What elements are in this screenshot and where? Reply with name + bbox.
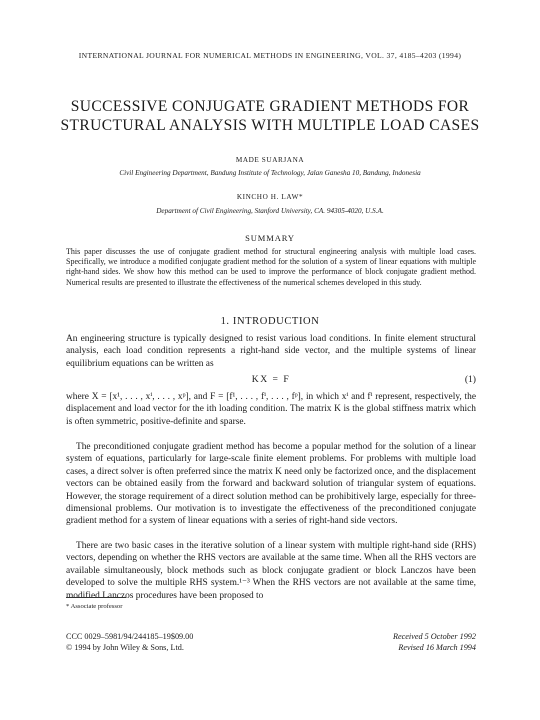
- footnote-divider: [66, 597, 126, 598]
- paragraph-1-text: An engineering structure is typically designed to resist various load conditions. In finite element structural analysis, each load condition represents a right-hand side vector, and the multiple systems of linear equilibrium equations can be written as: [66, 334, 476, 369]
- paragraph-3-text: The preconditioned conjugate gradient method has become a popular method for the solution of a linear system of equations, particularly for large-scale finite element problems. For problems with multiple load cases, a direct solver is often preferred since the matrix K need only be factorized once, and the displacement vectors can be obtained easily from the forward and backward solution of triangular system of equations. However, the storage requirement of a direct solution method can be prohibitively large, especially for three-dimensional problems. Our motivation is to investigate the effectiveness of the preconditioned conjugate gradient method for a system of linear equations with a series of right-hand side vectors.: [66, 442, 476, 527]
- affiliation-1: Civil Engineering Department, Bandung Institute of Technology, Jalan Ganesha 10, Bandung, Indonesia: [119, 169, 421, 177]
- ccc-code: CCC 0029–5981/94/244185–19$09.00: [66, 632, 194, 641]
- paragraph-4-text: There are two basic cases in the iterative solution of a linear system with multiple right-hand side (RHS) vectors, depending on whether the RHS vectors are available at the same time. When all the RHS vectors are available simultaneously, block methods such as block conjugate gradient or block Lanczos have been developed to solve the multiple RHS system.¹⁻³ When the RHS vectors are not available at the same time, modified Lanczos procedures have been proposed to: [66, 541, 476, 601]
- equation-1: [66, 374, 476, 387]
- journal-header: INTERNATIONAL JOURNAL FOR NUMERICAL METHODS IN ENGINEERING, VOL. 37, 4185–4203 (1994): [78, 51, 462, 60]
- paragraph-3: [66, 441, 476, 528]
- summary-text: This paper discusses the use of conjugate gradient method for structural engineering analysis with multiple load cases. Specifically, we introduce a modified conjugate gradient method for the solution of a system of linear equations with multiple right-hand sides. We show how this method can be used to improve the performance of block conjugate gradient method. Numerical results are presented to illustrate the effectiveness of the numerical schemes developed in this study.: [66, 247, 476, 287]
- affiliation-2: Department of Civil Engineering, Stanford University, CA. 94305-4020, U.S.A.: [156, 207, 384, 215]
- copyright-notice: © 1994 by John Wiley & Sons, Ltd.: [66, 643, 184, 652]
- paragraph-1: [66, 333, 476, 370]
- summary-heading: SUMMARY: [245, 233, 295, 243]
- equation-number: (1): [464, 374, 476, 385]
- title-line-2: STRUCTURAL ANALYSIS WITH MULTIPLE LOAD CASES: [60, 117, 480, 134]
- paragraph-2: [66, 391, 476, 428]
- paragraph-2-text: where X = [x¹, . . . , xⁱ, . . . , xᵖ], and F = [f¹, . . . , fⁱ, . . . , fᵖ], in which xⁱ and fⁱ represent, respectively, the displacement and load vector for the ith loading condition. The matrix K is the global stiffness matrix which is often symmetric, positive-definite and sparse.: [66, 392, 476, 427]
- equation-text: KX = F: [251, 374, 291, 385]
- author-2: KINCHO H. LAW*: [236, 193, 304, 201]
- received-date: Received 5 October 1992: [393, 632, 476, 641]
- section-heading-introduction: 1. INTRODUCTION: [220, 316, 320, 327]
- paper-title: [0, 97, 540, 135]
- author-1: MADE SUARJANA: [235, 156, 305, 164]
- paragraph-4: [66, 540, 476, 602]
- footnote: * Associate professor: [66, 603, 123, 610]
- received-dates: [393, 631, 476, 653]
- title-line-1: SUCCESSIVE CONJUGATE GRADIENT METHODS FOR: [70, 98, 470, 115]
- revised-date: Revised 16 March 1994: [398, 643, 476, 652]
- copyright-block: [66, 631, 193, 653]
